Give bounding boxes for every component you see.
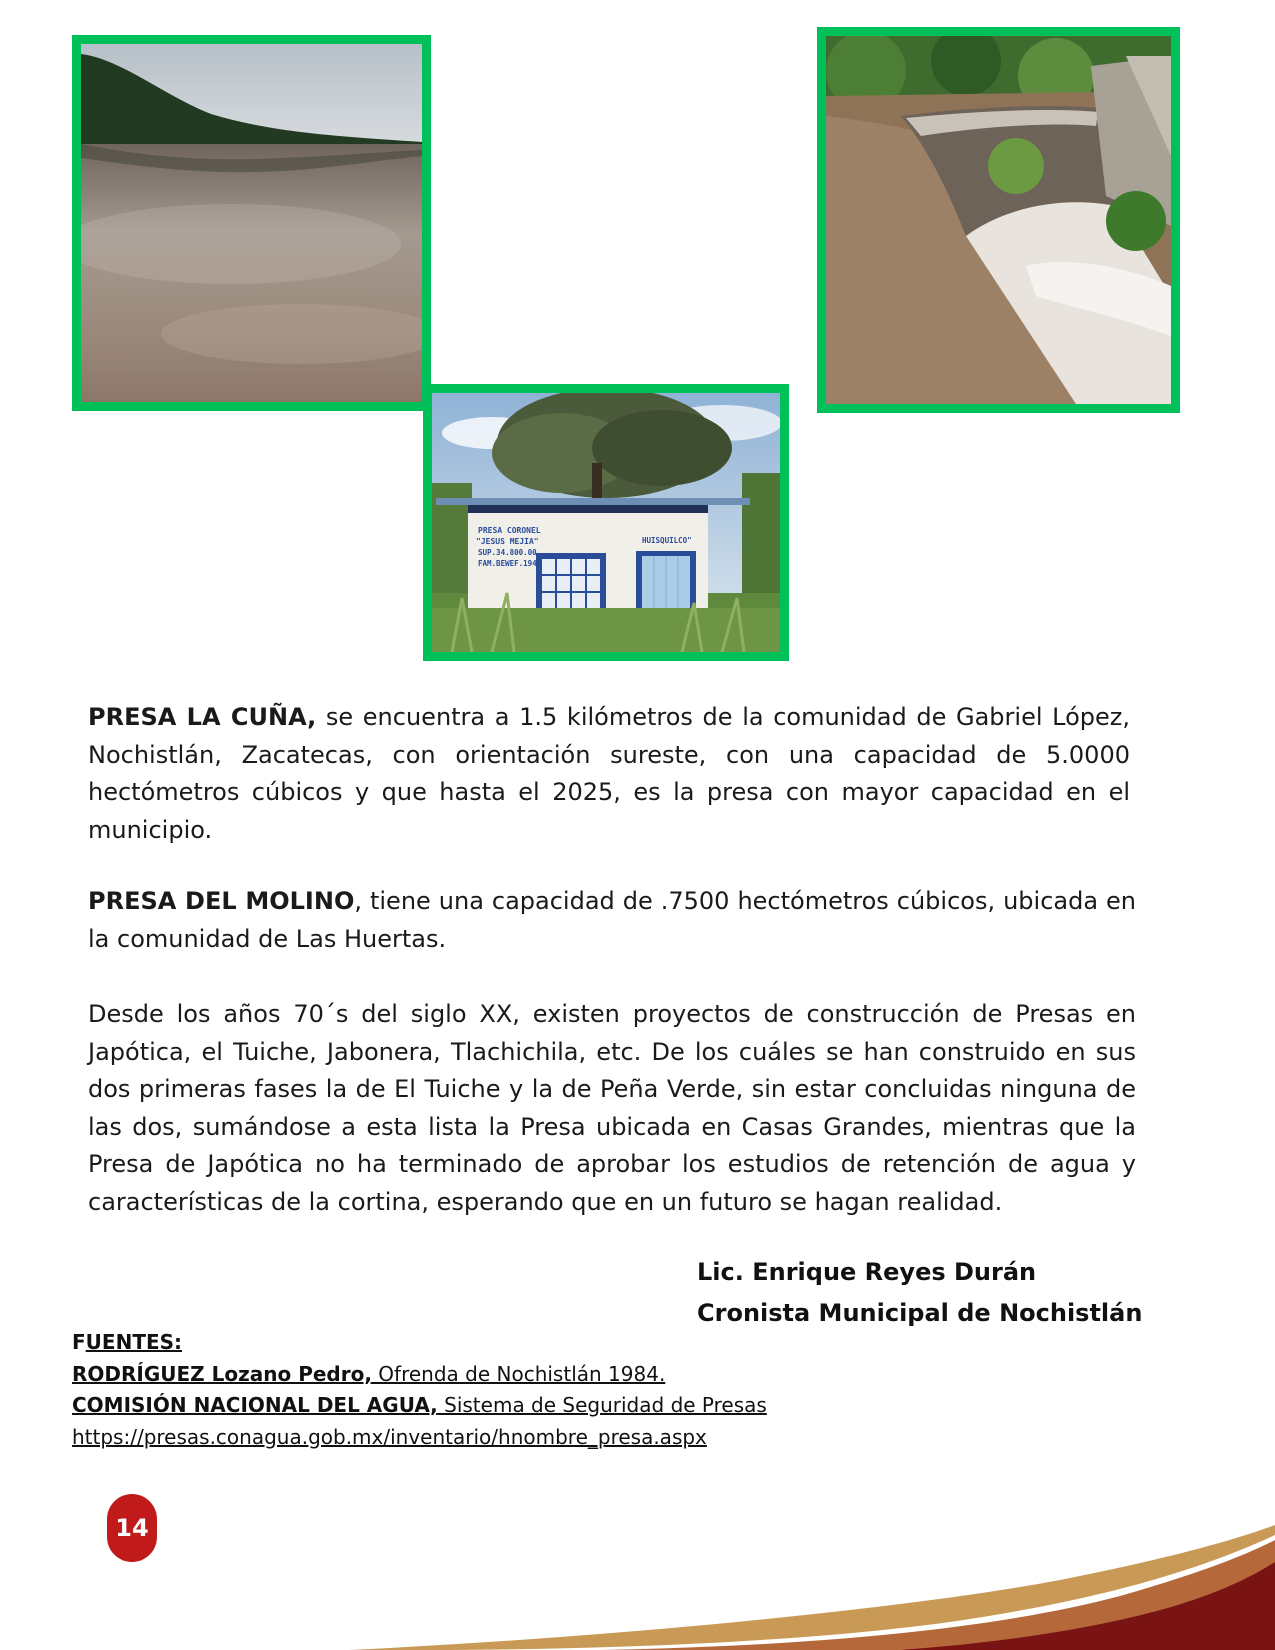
sign-line-2: "JESUS MEJIA": [476, 537, 539, 546]
photo-lake: [72, 35, 431, 411]
sign-right: HUISQUILCO": [642, 536, 692, 545]
paragraph-presa-del-molino: [88, 883, 1136, 958]
source-item: [72, 1359, 767, 1391]
source-url-link[interactable]: https://presas.conagua.gob.mx/inventario/hnombre_presa.aspx: [72, 1424, 707, 1449]
paragraph-title: PRESA LA CUÑA,: [88, 703, 317, 731]
paragraph-title: PRESA DEL MOLINO: [88, 887, 355, 915]
source-item: [72, 1390, 767, 1422]
paragraph-body: , tiene una capacidad de .7500 hectómetros cúbicos, ubicada en la comunidad de Las Huertas.: [88, 887, 1136, 953]
signature-name: Lic. Enrique Reyes Durán: [697, 1258, 1037, 1286]
sources-heading: FUENTES:: [72, 1330, 183, 1354]
sources-section: [72, 1327, 767, 1453]
paragraph-presa-la-cuna: [88, 699, 1130, 849]
paragraph-body: se encuentra a 1.5 kilómetros de la comunidad de Gabriel López, Nochistlán, Zacatecas, con orientación sureste, con una capacidad de 5.0000 hectómetros cúbicos y que hasta el 2025, es la presa con mayor capacidad en el municipio.: [88, 703, 1131, 844]
paragraph-history: Desde los años 70´s del siglo XX, existen proyectos de construcción de Presas en Japótica, el Tuiche, Jabonera, Tlachichila, etc. De los cuáles se han construido en sus dos primeras fases la de El Tuiche y la de Peña Verde, sin estar concluidas ninguna de las dos, sumándose a esta lista la Presa ubicada en Casas Grandes, mientras que la Presa de Japótica no ha terminado de aprobar los estudios de retención de agua y características de la cortina, esperando que en un futuro se hagan realidad.: [88, 1000, 1136, 1216]
signature-title: Cronista Municipal de Nochistlán: [697, 1299, 1143, 1327]
page-number-badge: 14: [107, 1494, 157, 1562]
decorative-swoosh: [0, 1500, 1275, 1650]
sign-line-4: FAM.BEWEF.1943: [478, 559, 542, 568]
source-author: COMISIÓN NACIONAL DEL AGUA,: [72, 1393, 438, 1417]
photo-dam-house: [423, 384, 789, 661]
sign-line-3: SUP.34.800.00: [478, 548, 537, 557]
source-work: Ofrenda de Nochistlán 1984.: [371, 1361, 666, 1386]
source-work: Sistema de Seguridad de Presas: [437, 1393, 767, 1417]
source-author: RODRÍGUEZ Lozano Pedro,: [72, 1361, 372, 1386]
sign-line-1: PRESA CORONEL: [478, 526, 541, 535]
photo-spillway: [817, 27, 1180, 413]
